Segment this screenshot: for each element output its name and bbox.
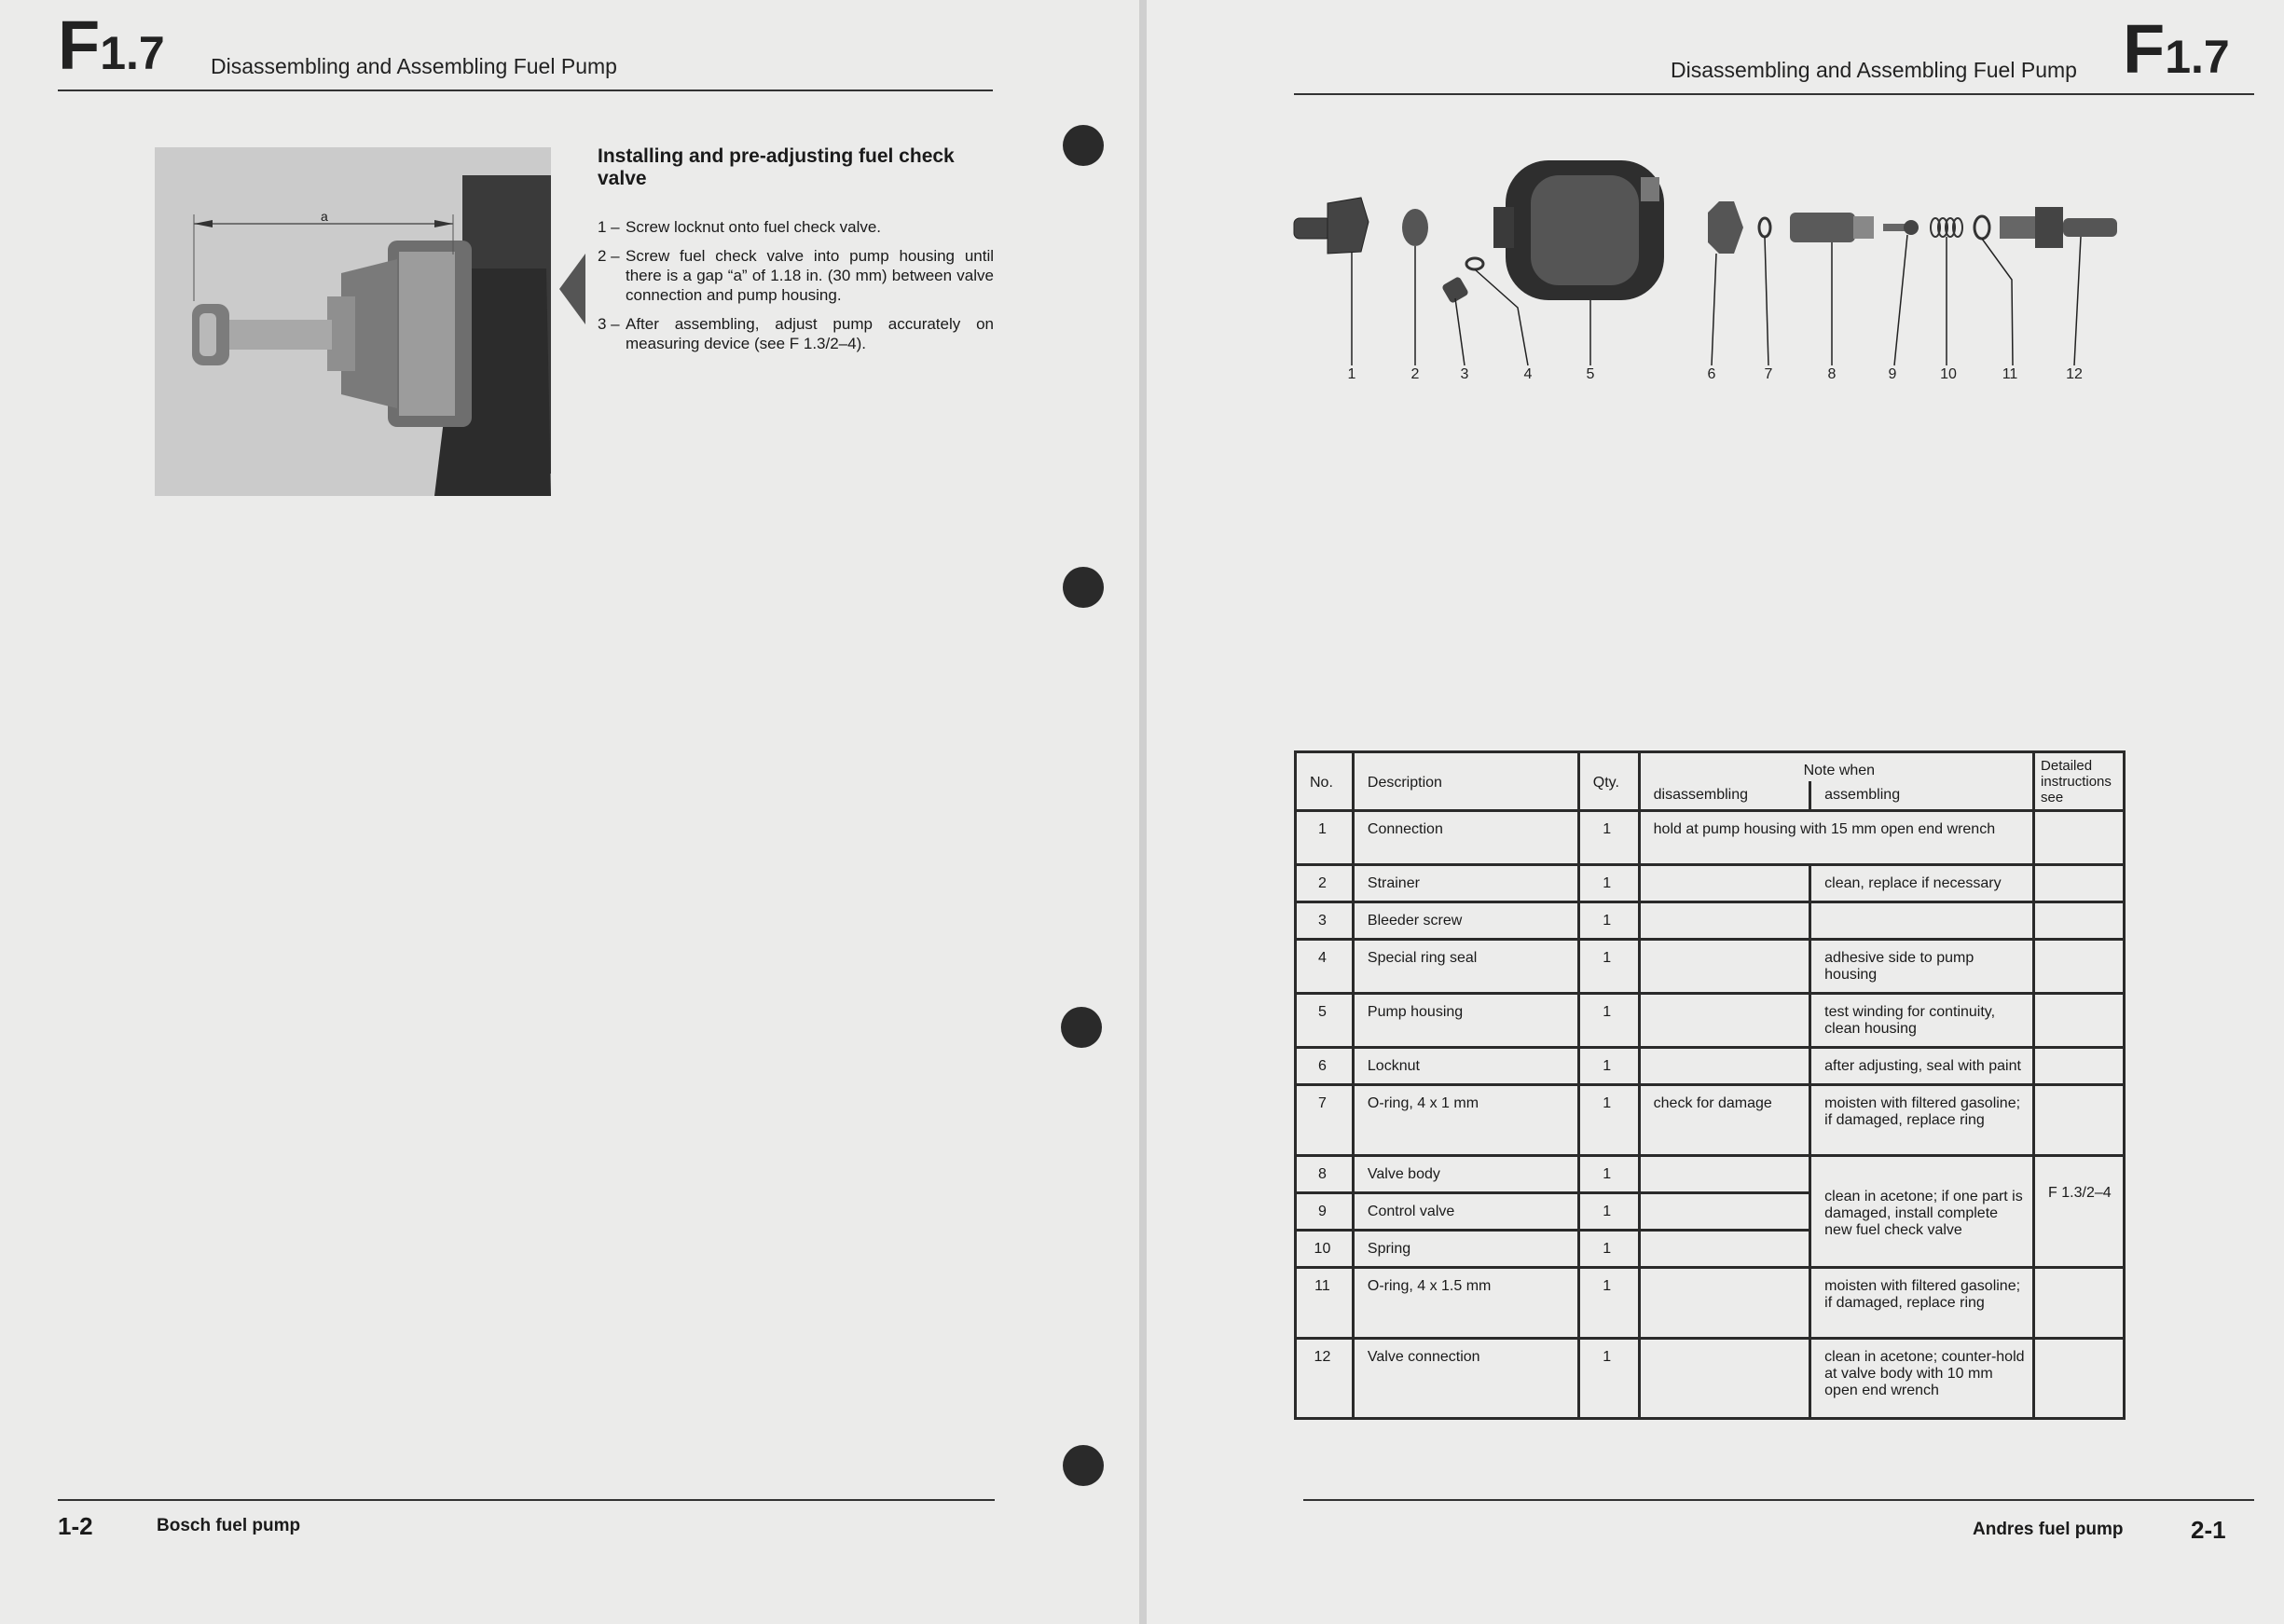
col-header-disassembling: disassembling	[1639, 781, 1810, 811]
table-row: 7 O-ring, 4 x 1 mm 1 check for damage moisten with filtered gasoline; if damaged, replace ring	[1296, 1085, 2125, 1156]
table-row: 4 Special ring seal 1 adhesive side to pump housing	[1296, 940, 2125, 994]
binder-hole	[1063, 567, 1104, 608]
callout-label: 12	[2066, 366, 2083, 382]
pointer-arrow-icon	[559, 254, 585, 324]
section-number: F1.7	[2123, 10, 2230, 88]
check-valve-photo	[155, 147, 551, 496]
col-header-note-when: Note when	[1639, 752, 2033, 782]
part-strainer	[1402, 209, 1428, 246]
table-row: 3 Bleeder screw 1	[1296, 902, 2125, 940]
callout-label: 3	[1460, 366, 1469, 382]
part-pump-housing	[1493, 160, 1664, 300]
header-title: Disassembling and Assembling Fuel Pump	[211, 54, 617, 78]
group-note: clean in acetone; if one part is damaged, install complete new fuel check valve	[1810, 1156, 2034, 1268]
footer-rule	[58, 1499, 995, 1501]
callout-label: 6	[1707, 366, 1716, 382]
footer-page-number: 2-1	[2191, 1516, 2226, 1544]
col-header-no: No.	[1296, 752, 1354, 811]
gap-dimension-label: a	[321, 209, 328, 224]
callout-label: 2	[1410, 366, 1420, 382]
callout-label: 10	[1940, 366, 1957, 382]
part-o-ring-large	[1974, 216, 1989, 239]
col-header-assembling: assembling	[1810, 781, 2034, 811]
binder-hole	[1063, 1445, 1104, 1486]
part-spring	[1931, 218, 1962, 237]
part-valve-connection	[2000, 207, 2117, 248]
parts-table	[1294, 750, 2126, 1420]
callout-label: 11	[2002, 366, 2018, 382]
col-header-detailed: Detailed instructions see	[2034, 752, 2125, 811]
col-header-qty: Qty.	[1578, 752, 1639, 811]
table-row: 12 Valve connection 1 clean in acetone; counter-hold at valve body with 10 mm open end wrench	[1296, 1339, 2125, 1419]
table-row: 8 Valve body 1 clean in acetone; if one part is damaged, install complete new fuel check valve F 1.3/2–4	[1296, 1156, 2125, 1193]
binder-hole	[1063, 125, 1104, 166]
part-valve-body	[1790, 213, 1874, 242]
part-control-valve	[1883, 220, 1919, 235]
table-row: 9 Control valve 1	[1296, 1193, 2125, 1231]
header-rule	[58, 89, 993, 91]
header-title: Disassembling and Assembling Fuel Pump	[1671, 58, 2077, 82]
table-row: 11 O-ring, 4 x 1.5 mm 1 moisten with filtered gasoline; if damaged, replace ring	[1296, 1268, 2125, 1339]
footer-label: Bosch fuel pump	[157, 1516, 301, 1535]
callout-label: 7	[1764, 366, 1773, 382]
callout-label: 4	[1523, 366, 1533, 382]
instructions-title: Installing and pre-adjusting fuel check valve	[598, 145, 955, 189]
binder-hole	[1061, 1007, 1102, 1048]
callout-label: 9	[1888, 366, 1897, 382]
leader-lines	[1352, 235, 2081, 365]
part-connection	[1294, 198, 1369, 254]
instruction-step: 1 – Screw locknut onto fuel check valve.	[598, 218, 882, 236]
exploded-view-diagram	[1286, 149, 2126, 392]
callout-label: 5	[1586, 366, 1595, 382]
page-gutter	[1139, 0, 1147, 1624]
detail-reference: F 1.3/2–4	[2034, 1156, 2125, 1268]
footer-label: Andres fuel pump	[1973, 1520, 2124, 1539]
instructions-list	[598, 217, 994, 363]
callout-label: 8	[1827, 366, 1837, 382]
table-row: 5 Pump housing 1 test winding for continuity, clean housing	[1296, 994, 2125, 1048]
table-row: 6 Locknut 1 after adjusting, seal with paint	[1296, 1048, 2125, 1085]
part-o-ring-small	[1759, 218, 1770, 237]
callout-label: 1	[1347, 366, 1356, 382]
section-number: F1.7	[58, 7, 165, 84]
header-rule	[1294, 93, 2254, 95]
table-row: 2 Strainer 1 clean, replace if necessary	[1296, 865, 2125, 902]
instruction-step: 3 – After assembling, adjust pump accurately on measuring device (see F 1.3/2–4).	[598, 315, 994, 352]
footer-page-number: 1-2	[58, 1512, 93, 1540]
col-header-description: Description	[1353, 752, 1578, 811]
left-page	[0, 0, 1139, 1624]
part-locknut	[1708, 201, 1743, 254]
table-row: 1 Connection 1 hold at pump housing with 15 mm open end wrench	[1296, 811, 2125, 865]
footer-rule	[1303, 1499, 2254, 1501]
part-ring-seal	[1466, 258, 1483, 269]
instruction-step: 2 – Screw fuel check valve into pump housing until there is a gap “a” of 1.18 in. (30 mm) between valve connection and pump housing.	[598, 247, 994, 304]
table-row: 10 Spring 1	[1296, 1231, 2125, 1268]
